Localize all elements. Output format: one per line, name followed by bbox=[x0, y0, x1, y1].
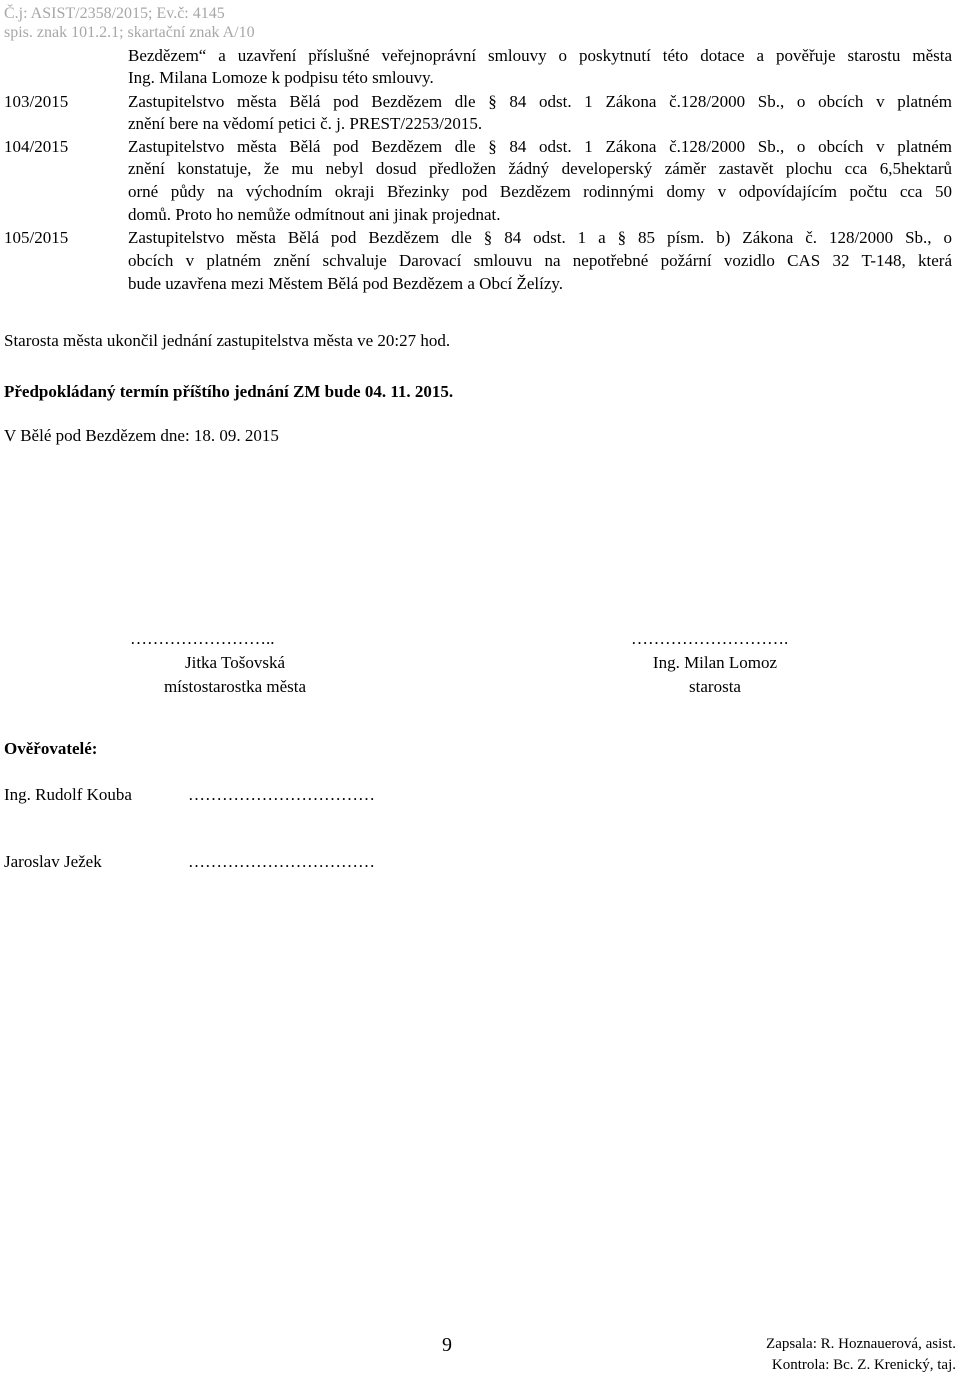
resolution-text-line: Zastupitelstvo města Bělá pod Bezdězem dle § 84 odst. 1 Zákona č.128/2000 Sb., o obcích v platném bbox=[128, 137, 952, 156]
signature-line: …………………….. bbox=[130, 629, 275, 648]
signature-block-deputy-mayor bbox=[110, 627, 360, 699]
resolution-text-line: znění konstatuje, že mu nebyl dosud předložen žádný developerský záměr zastavět plochu cca 6,5hektarů bbox=[128, 159, 952, 178]
page-number: 9 bbox=[442, 1334, 452, 1356]
checked-by: Kontrola: Bc. Z. Krenický, taj. bbox=[771, 1357, 956, 1373]
closing-statement: Starosta města ukončil jednání zastupitelstva města ve 20:27 hod. bbox=[4, 331, 451, 350]
verifier-name: Jaroslav Ježek bbox=[4, 852, 102, 871]
signatory-name: Jitka Tošovská bbox=[184, 653, 286, 672]
next-meeting-date: Předpokládaný termín příštího jednání ZM bude 04. 11. 2015. bbox=[4, 382, 454, 401]
signatory-name: Ing. Milan Lomoz bbox=[652, 653, 778, 672]
file-code: spis. znak 101.2.1; skartační znak A/10 bbox=[4, 24, 255, 41]
continuation-line-1: Bezdězem“ a uzavření příslušné veřejnoprávní smlouvy o poskytnutí této dotace a pověřuje starostu města bbox=[128, 46, 952, 65]
place-and-date: V Bělé pod Bezdězem dne: 18. 09. 2015 bbox=[4, 426, 279, 445]
resolution-number: 105/2015 bbox=[4, 228, 69, 247]
continuation-line-2: Ing. Milana Lomoze k podpisu této smlouvy. bbox=[128, 68, 434, 87]
resolution-text-line: bude uzavřena mezi Městem Bělá pod Bezdězem a Obcí Želízy. bbox=[128, 274, 564, 293]
resolution-text-line: znění bere na vědomí petici č. j. PREST/2253/2015. bbox=[128, 114, 483, 133]
signature-line: ………………………. bbox=[631, 629, 789, 648]
verifier-signature-line: …………………………… bbox=[188, 785, 375, 804]
resolution-text-line: domů. Proto ho nemůže odmítnout ani jinak projednat. bbox=[128, 205, 501, 224]
signatory-role: starosta bbox=[689, 677, 741, 696]
reference-number: Č.j: ASIST/2358/2015; Ev.č: 4145 bbox=[4, 5, 225, 22]
resolution-text-line: Zastupitelstvo města Bělá pod Bezdězem dle § 84 odst. 1 a § 85 písm. b) Zákona č. 128/2000 Sb., o bbox=[128, 228, 952, 247]
resolution-number: 103/2015 bbox=[4, 92, 69, 111]
verifiers-heading: Ověřovatelé: bbox=[4, 739, 98, 758]
resolution-text-line: Zastupitelstvo města Bělá pod Bezdězem dle § 84 odst. 1 Zákona č.128/2000 Sb., o obcích v platném bbox=[128, 92, 952, 111]
verifier-name: Ing. Rudolf Kouba bbox=[4, 785, 132, 804]
signature-block-mayor bbox=[590, 627, 840, 699]
resolution-number: 104/2015 bbox=[4, 137, 69, 156]
verifier-signature-line: …………………………… bbox=[188, 852, 375, 871]
resolution-text-line: orné půdy na východním okraji Březinky pod Bezdězem rodinnými domy v odpovídajícím počtu cca 50 bbox=[128, 182, 952, 201]
signatory-role: místostarostka města bbox=[163, 677, 307, 696]
recorded-by: Zapsala: R. Hoznauerová, asist. bbox=[766, 1336, 956, 1352]
resolution-text-line: obcích v platném znění schvaluje Darovací smlouvu na nepotřebné požární vozidlo CAS 32 T-148, která bbox=[128, 251, 952, 270]
